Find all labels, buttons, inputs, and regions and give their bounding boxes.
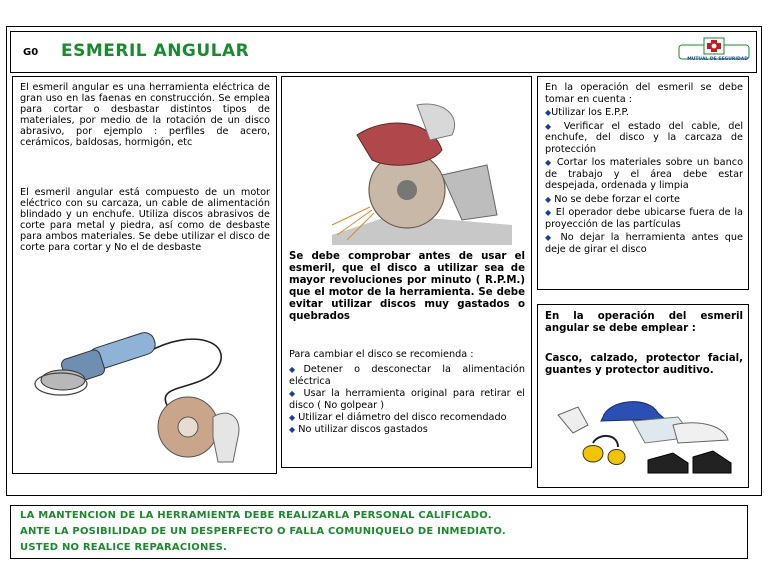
diamond-bullet-icon: ◆ — [289, 413, 296, 422]
logo-caption: MUTUAL DE SEGURIDAD — [687, 57, 748, 62]
diamond-bullet-icon: ◆ — [545, 208, 552, 217]
list-item: ◆ Usar la herramienta original para retirar el disco ( No golpear ) — [289, 388, 525, 411]
footer-line-3: USTED NO REALICE REPARACIONES. — [20, 542, 228, 553]
ppe-equipment-illustration — [553, 395, 738, 483]
list-item: ◆ Cortar los materiales sobre un banco de trabajo y el área debe estar despejada, ordenada y limpia — [545, 157, 743, 191]
diamond-bullet-icon: ◆ — [545, 158, 553, 167]
rpm-warning-text: Se debe comprobar antes de usar el esmeril, que el disco a utilizar sea de mayor revoluciones por minuto ( R.P.M.) que el motor de la herramienta. Se debe evitar utilizar discos muy gastados o quebrados — [289, 251, 525, 322]
list-item: ◆Detener o desconectar la alimentación eléctrica — [289, 364, 525, 387]
diamond-bullet-icon: ◆ — [289, 365, 304, 374]
sheet-code: G0 — [23, 47, 39, 58]
diamond-bullet-icon: ◆ — [545, 194, 552, 204]
footer-line-1: LA MANTENCION DE LA HERRAMIENTA DEBE REALIZARLA PERSONAL CALIFICADO. — [20, 510, 492, 521]
list-item: ◆ No se debe forzar el corte — [545, 193, 681, 205]
description-panel — [12, 76, 277, 474]
disc-change-panel — [281, 76, 532, 468]
list-item: ◆ No utilizar discos gastados — [289, 424, 428, 435]
diamond-bullet-icon: ◆ — [289, 389, 298, 398]
considerations-list — [545, 82, 743, 255]
diamond-bullet-icon: ◆ — [545, 233, 555, 242]
list-item: ◆Utilizar los E.P.P. — [545, 107, 629, 118]
disc-change-list — [289, 349, 525, 436]
disc-change-intro: Para cambiar el disco se recomienda : — [289, 349, 474, 360]
header-bar — [10, 31, 757, 73]
diamond-bullet-icon: ◆ — [289, 425, 296, 434]
operation-considerations-panel — [537, 76, 749, 290]
footer-warning — [10, 505, 748, 559]
list-item: ◆ No dejar la herramienta antes que deje de girar el disco — [545, 232, 743, 255]
ppe-heading: En la operación del esmeril angular se debe emplear : — [545, 311, 743, 334]
list-item: ◆ Utilizar el diámetro del disco recomendado — [289, 412, 507, 423]
ppe-panel — [537, 304, 749, 488]
considerations-intro: En la operación del esmeril se debe tomar en cuenta : — [545, 82, 743, 105]
grinder-cutting-photo — [312, 95, 512, 245]
diamond-bullet-icon: ◆ — [545, 121, 556, 131]
ppe-list-text: Casco, calzado, protector facial, guantes y protector auditivo. — [545, 353, 743, 376]
description-paragraph-2: El esmeril angular está compuesto de un motor eléctrico con su carcaza, un cable de alimentación blindado y un enchufe. Utiliza discos abrasivos de corte para metal y piedra, así como de desbaste para ambos materiales. Se debe utilizar el disco de corte para cortar y No el de desbaste — [20, 187, 270, 253]
list-item: ◆ El operador debe ubicarse fuera de la proyección de las partículas — [545, 207, 743, 230]
description-paragraph-1: El esmeril angular es una herramienta eléctrica de gran uso en las faenas en construcción. Se emplea para cortar o desbastar distintos tipos de materiales, por medio de la rotación de un disco abrasivo, por ejemplo : perfiles de acero, cerámicos, baldosas, hormigón, etc — [20, 82, 270, 148]
angle-grinder-illustration — [33, 322, 268, 472]
diamond-bullet-icon: ◆ — [545, 108, 552, 117]
list-item: ◆ Verificar el estado del cable, del enchufe, del disco y la carcaza de protección — [545, 120, 744, 155]
footer-line-2: ANTE LA POSIBILIDAD DE UN DESPERFECTO O FALLA COMUNIQUELO DE INMEDIATO. — [20, 526, 506, 537]
page-title: ESMERIL ANGULAR — [61, 41, 250, 61]
